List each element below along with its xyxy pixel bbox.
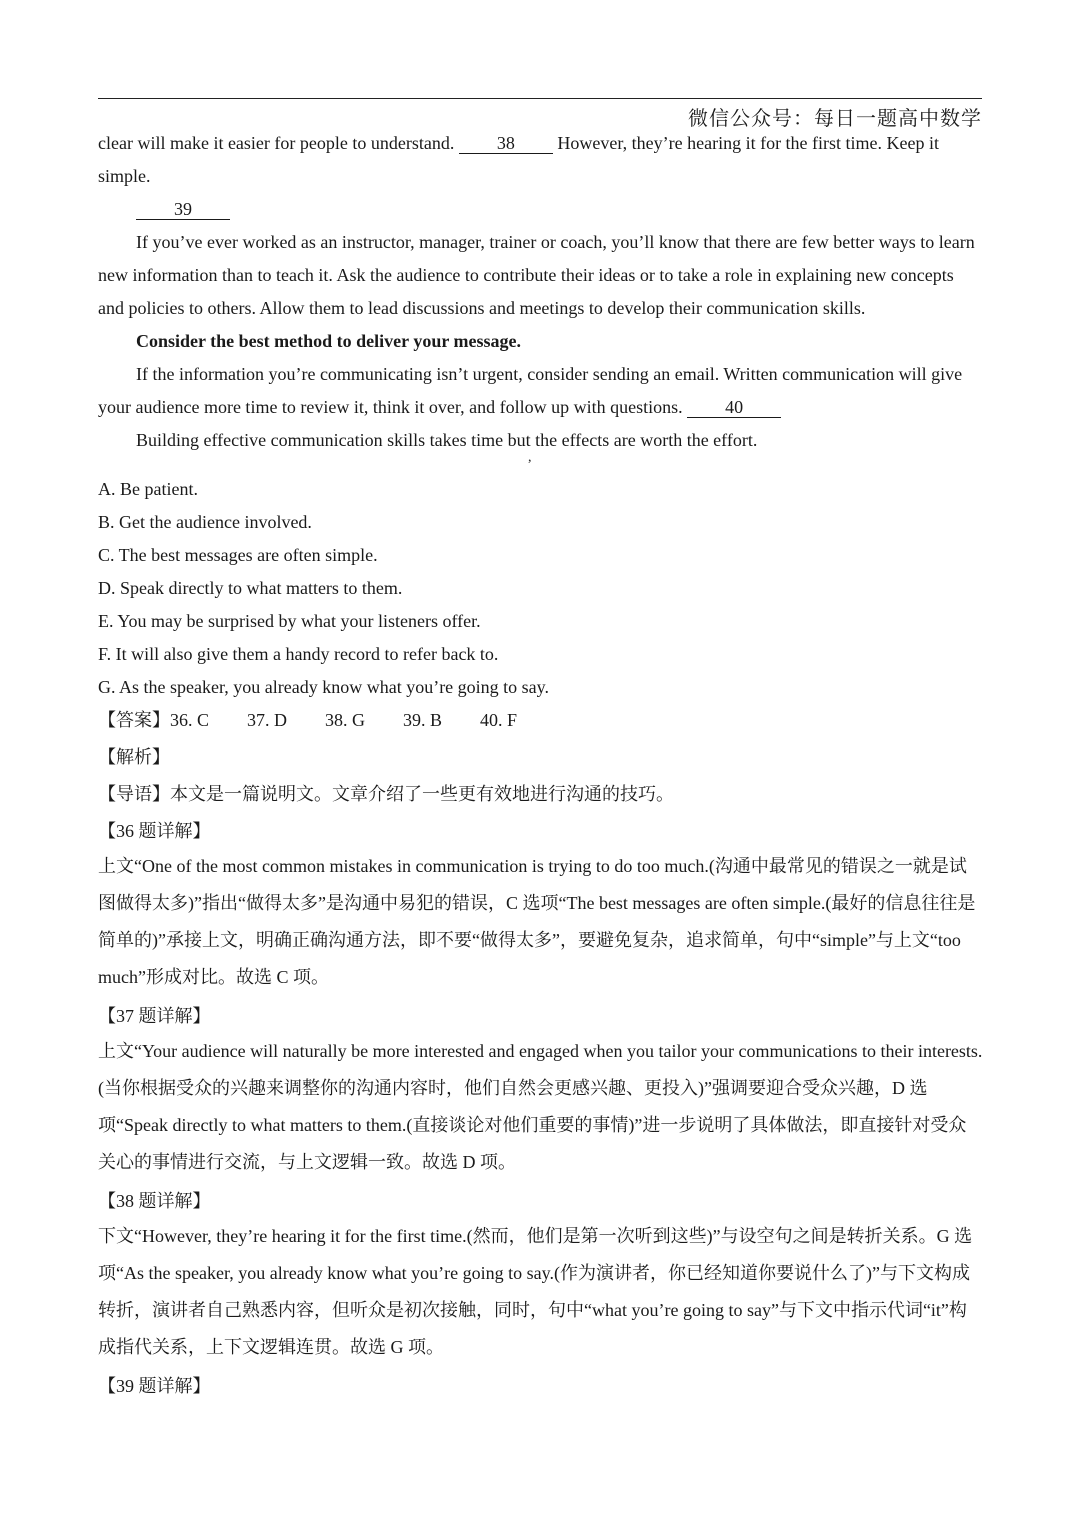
q37-label: 【37 题详解】 — [98, 1006, 211, 1026]
q39-label: 【39 题详解】 — [98, 1376, 211, 1396]
paragraph-email — [98, 358, 984, 424]
q36-explanation: 上文“One of the most common mistakes in communication is trying to do too much.(沟通中最常见的错误之一就是试图做得太多)”指出“做得太多”是沟通中易犯的错误，C 选项“The best messages are often simple.(最好的信息往往是简单的)”承接上文，明确正确沟通方法，即不要“做得太多”，要避免复杂，追求简单，句中“simple”与上文“too much”形成对比。故选 C 项。 — [98, 856, 976, 987]
intro-line — [98, 778, 984, 811]
blank-38: 38 — [459, 133, 553, 154]
blank-39: 39 — [136, 199, 230, 220]
option-g: G. As the speaker, you already know what you’re going to say. — [98, 677, 550, 697]
intro-label: 【导语】 — [98, 784, 170, 804]
passage-text: However, they’re hearing it for the first time. Keep it simple. — [98, 133, 940, 186]
option-b: B. Get the audience involved. — [98, 512, 312, 532]
options-list — [98, 473, 984, 704]
answer-40: 40. F — [480, 710, 518, 730]
q37-explanation: 上文“Your audience will naturally be more interested and engaged when you tailor your communications to their interests.(当你根据受众的兴趣来调整你的沟通内容时，他们自然会更感兴趣、更投入)”强调要迎合受众兴趣，D 选项“Speak directly to what matters to them.(直接谈论对他们重要的事情)”进一步说明了具体做法，即直接针对受众关心的事情进行交流，与上文逻辑一致。故选 D 项。 — [98, 1041, 983, 1172]
option-c: C. The best messages are often simple. — [98, 545, 378, 565]
option-e: E. You may be surprised by what your listeners offer. — [98, 611, 481, 631]
answer-38: 38. G — [325, 710, 366, 730]
header-rule — [98, 98, 982, 99]
option-a: A. Be patient. — [98, 479, 198, 499]
passage-line-38 — [98, 127, 984, 193]
answer-label: 【答案】 — [98, 710, 170, 730]
option-d: D. Speak directly to what matters to them. — [98, 578, 403, 598]
document-body — [98, 127, 984, 1403]
spacer — [98, 457, 984, 473]
answer-36: 36. C — [170, 710, 210, 730]
passage-line-39 — [98, 193, 984, 226]
intro-text: 本文是一篇说明文。文章介绍了一些更有效地进行沟通的技巧。 — [170, 784, 674, 804]
answer-39: 39. B — [403, 710, 443, 730]
option-f: F. It will also give them a handy record to refer back to. — [98, 644, 499, 664]
paragraph-instructor: If you’ve ever worked as an instructor, manager, trainer or coach, you’ll know that there are few better ways to learn new information than to teach it. Ask the audience to contribute their ideas or to take a role in explaining new concepts and policies to others. Allow them to lead discussions and meetings to develop their communication skills. — [98, 232, 975, 318]
passage-text: If the information you’re communicating isn’t urgent, consider sending an email. Written communication will give your audience more time to review it, think it over, and follow up with questions. — [98, 364, 963, 417]
heading-best-method: Consider the best method to deliver your message. — [136, 331, 521, 351]
q38-label: 【38 题详解】 — [98, 1191, 211, 1211]
passage-text: Building effective communication skills takes time — [136, 430, 504, 450]
watermark-text: 微信公众号：每日一题高中数学 — [688, 106, 982, 130]
blank-40: 40 — [687, 397, 781, 418]
q38-explanation: 下文“However, they’re hearing it for the first time.(然而，他们是第一次听到这些)”与设空句之间是转折关系。G 选项“As the speaker, you already know what you’re going to say.(作为演讲者，你已经知道你要说什么了)”与下文构成转折，演讲者自己熟悉内容，但听众是初次接触，同时，句中“what you’re going to say”与下文中指示代词“it”构成指代关系，上下文逻辑连贯。故选 G 项。 — [98, 1226, 973, 1357]
stray-comma: , — [528, 450, 532, 465]
passage-text: but the effects are worth the effort. — [503, 430, 758, 450]
analysis-label: 【解析】 — [98, 747, 170, 767]
paragraph-final — [98, 424, 984, 457]
answer-row — [98, 704, 984, 737]
q36-label: 【36 题详解】 — [98, 821, 211, 841]
passage-text: clear will make it easier for people to understand. — [98, 133, 459, 153]
answer-37: 37. D — [247, 710, 288, 730]
